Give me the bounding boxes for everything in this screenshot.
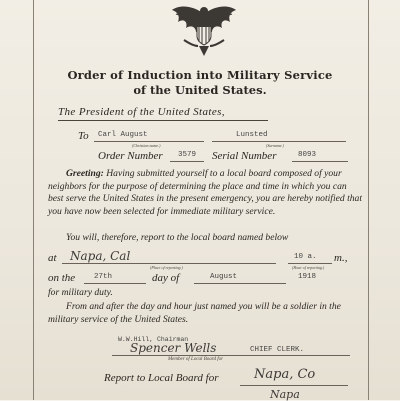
board-name-handwritten: Napa, Co [254,367,316,382]
greeting-word: Greeting: [66,168,104,179]
time-underline [288,263,332,264]
order-number-value: 3579 [178,151,197,159]
given-name-field: Carl August [98,131,148,139]
board-member-caption: Member of Local Board for [168,357,224,362]
place-underline [62,263,276,264]
report-to-label: Report to Local Board for [104,372,219,384]
us-eagle-seal-icon [166,0,242,60]
time-suffix: m., [334,252,348,264]
surname-caption: (Surname.) [266,143,284,148]
right-border-rule [368,0,369,400]
for-duty-text: for military duty. [48,287,113,298]
time-value: 10 a. [294,253,317,261]
board-name-line2: Napa [270,388,300,401]
given-name-caption: (Christian name.) [132,143,161,148]
report-instruction: You will, therefore, report to the local board named below [66,232,289,243]
on-the-label: on the [48,272,76,284]
serial-number-underline [292,161,348,162]
issuer-line: The President of the United States, [58,106,225,118]
chief-clerk-title: CHIEF CLERK. [250,346,305,354]
surname-field: Lunsted [236,131,268,139]
greeting-paragraph [48,168,364,218]
day-underline [84,283,146,284]
order-number-label: Order Number [98,150,163,162]
time-caption: (Hour of reporting.) [292,265,325,270]
day-of-label: day of [152,272,180,284]
serial-number-label: Serial Number [212,150,277,162]
signature-underline [112,355,350,356]
order-number-underline [170,161,204,162]
greeting-body: Having submitted yourself to a local board composed of your neighbors for the purpose of determining the place and time in which you can best serve the United States in the present emergency, you are hereby notified that you have now been selected for immediate military service. [48,168,363,217]
at-label: at [48,252,57,264]
clerk-signature: Spencer Wells [130,341,217,355]
serial-number-value: 8093 [298,151,317,159]
chairman-typed-name: W.W.Hill, Chairman [118,336,189,343]
issuer-underline [58,120,268,121]
to-label: To [78,130,89,142]
month-underline [194,283,286,284]
board-name-underline [240,385,348,386]
surname-underline [212,141,346,142]
left-border-rule [33,0,34,400]
month-value: August [210,273,238,281]
year-value: 1918 [298,273,317,281]
document-title-line2: of the United States. [133,83,267,97]
place-handwritten: Napa, Cal [70,249,131,263]
day-value: 27th [94,273,113,281]
given-name-underline [94,141,204,142]
place-caption: (Place of reporting.) [150,265,183,270]
soldier-paragraph: From and after the day and hour just named you will be a soldier in the military service of the United States. [48,301,341,325]
document-title-line1: Order of Induction into Military Service [67,68,333,82]
